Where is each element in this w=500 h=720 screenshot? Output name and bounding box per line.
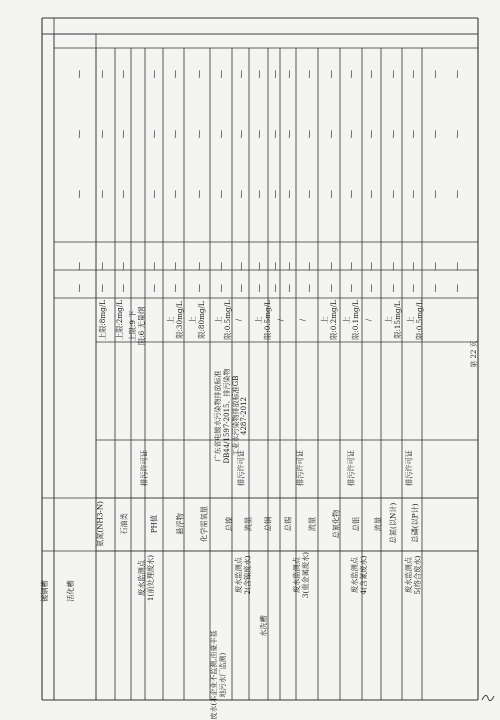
empty-cell-slash: / <box>172 283 179 295</box>
pollutant-ni: 总镍 <box>224 516 234 532</box>
empty-cell-slash: / <box>76 69 83 81</box>
limit-cu: 上限:0.5mg/L <box>254 300 272 340</box>
limit-ph: 上限:9 下限:6 无量纲 <box>128 306 146 346</box>
empty-cell-slash: / <box>348 283 355 295</box>
category-label: 废水(本企业不监测,由豪丰基地污水厂监测) <box>210 630 227 720</box>
pollutant-flow-1: 流量 <box>243 516 253 532</box>
pollutant-flow-3: 流量 <box>373 516 383 532</box>
empty-cell-slash: / <box>306 261 313 273</box>
empty-cell-slash: / <box>328 69 335 81</box>
empty-cell-slash: / <box>410 283 417 295</box>
pollutant-cu: 总铜 <box>263 516 273 532</box>
pollutant-ph: PH值 <box>149 514 159 534</box>
empty-cell-slash: / <box>390 69 397 81</box>
empty-cell-slash: / <box>410 261 417 273</box>
permit-label-5: 排污许可证 <box>404 450 414 486</box>
limit-nh3n: 上限:8mg/L <box>98 300 107 340</box>
empty-cell-slash: / <box>151 189 158 201</box>
empty-cell-slash: / <box>196 189 203 201</box>
empty-cell-slash: / <box>218 261 225 273</box>
empty-cell-slash: / <box>151 129 158 141</box>
empty-cell-slash: / <box>151 283 158 295</box>
pollutant-ss: 悬浮物 <box>175 513 185 535</box>
empty-cell-slash: / <box>76 261 83 273</box>
empty-cell-slash: / <box>390 261 397 273</box>
limit-flow-2: / <box>298 318 307 322</box>
empty-cell-slash: / <box>286 283 293 295</box>
standard-text: 广东省电镀水污染物排放标准DB44/1597-2015、排污染物工业水污染物排放标准GB 4287-2012 <box>214 368 249 464</box>
empty-cell-slash: / <box>286 189 293 201</box>
empty-cell-slash: / <box>196 283 203 295</box>
pollutant-sn: 总锡 <box>283 516 293 532</box>
empty-cell-slash: / <box>368 69 375 81</box>
empty-cell-slash: / <box>272 283 279 295</box>
empty-cell-slash: / <box>348 189 355 201</box>
empty-cell-slash: / <box>368 189 375 201</box>
empty-cell-slash: / <box>306 69 313 81</box>
empty-cell-slash: / <box>286 69 293 81</box>
empty-cell-slash: / <box>454 129 461 141</box>
empty-cell-slash: / <box>99 189 106 201</box>
pollutant-ag: 总银 <box>351 516 361 532</box>
pollutant-tn: 总氮(以N计) <box>388 502 398 544</box>
empty-cell-slash: / <box>432 261 439 273</box>
empty-cell-slash: / <box>172 69 179 81</box>
empty-cell-slash: / <box>76 189 83 201</box>
empty-cell-slash: / <box>390 189 397 201</box>
permit-label-3: 排污许可证 <box>295 450 305 486</box>
empty-cell-slash: / <box>172 261 179 273</box>
empty-cell-slash: / <box>328 189 335 201</box>
empty-cell-slash: / <box>120 261 127 273</box>
limit-sn: / <box>276 318 285 322</box>
empty-cell-slash: / <box>238 189 245 201</box>
empty-cell-slash: / <box>368 129 375 141</box>
empty-cell-slash: / <box>99 69 106 81</box>
limit-tp: 上限:0.5mg/L <box>406 300 424 340</box>
pollutant-nh3n: 氨氮(NH3-N) <box>95 501 105 547</box>
limit-tn: 上限:15mg/L <box>384 301 402 339</box>
limit-ag: 上限:0.1mg/L <box>342 300 360 340</box>
empty-cell-slash: / <box>368 261 375 273</box>
empty-cell-slash: / <box>272 69 279 81</box>
empty-cell-slash: / <box>99 129 106 141</box>
monitoring-point-2: 废水监测点2(含镍废水) <box>234 555 252 595</box>
empty-cell-slash: / <box>348 69 355 81</box>
empty-cell-slash: / <box>454 283 461 295</box>
monitoring-point-1: 废水监测点1(前处理废水) <box>137 554 155 602</box>
empty-cell-slash: / <box>272 129 279 141</box>
empty-cell-slash: / <box>256 129 263 141</box>
empty-cell-slash: / <box>238 69 245 81</box>
empty-cell-slash: / <box>432 69 439 81</box>
empty-cell-slash: / <box>390 129 397 141</box>
empty-cell-slash: / <box>432 189 439 201</box>
pollutant-tp: 总磷(以P计) <box>410 503 420 543</box>
empty-cell-slash: / <box>454 189 461 201</box>
empty-cell-slash: / <box>151 69 158 81</box>
empty-cell-slash: / <box>120 129 127 141</box>
pollutant-flow-2: 流量 <box>307 516 317 532</box>
activation-tank-label: 活化槽 <box>66 580 75 602</box>
empty-cell-slash: / <box>238 129 245 141</box>
empty-cell-slash: / <box>196 69 203 81</box>
empty-cell-slash: / <box>410 189 417 201</box>
monitoring-point-4: 废水监测点4(含氰废水) <box>350 555 368 595</box>
pollutant-oil: 石油类 <box>119 513 129 535</box>
empty-cell-slash: / <box>286 261 293 273</box>
empty-cell-slash: / <box>272 189 279 201</box>
empty-cell-slash: / <box>328 283 335 295</box>
empty-cell-slash: / <box>390 283 397 295</box>
empty-cell-slash: / <box>218 129 225 141</box>
empty-cell-slash: / <box>410 129 417 141</box>
permit-label-2: 排污许可证 <box>236 450 246 486</box>
empty-cell-slash: / <box>120 69 127 81</box>
empty-cell-slash: / <box>272 261 279 273</box>
empty-cell-slash: / <box>306 189 313 201</box>
corner-mark-icon <box>480 690 496 704</box>
empty-cell-slash: / <box>328 261 335 273</box>
empty-cell-slash: / <box>76 129 83 141</box>
empty-cell-slash: / <box>151 261 158 273</box>
empty-cell-slash: / <box>99 283 106 295</box>
empty-cell-slash: / <box>410 69 417 81</box>
empty-cell-slash: / <box>306 129 313 141</box>
empty-cell-slash: / <box>256 261 263 273</box>
empty-cell-slash: / <box>256 283 263 295</box>
empty-cell-slash: / <box>76 283 83 295</box>
permit-label-1: 排污许可证 <box>139 450 149 486</box>
empty-cell-slash: / <box>432 129 439 141</box>
plating-tank-label: 镀铜槽 <box>40 580 49 602</box>
empty-cell-slash: / <box>238 283 245 295</box>
limit-flow-3: / <box>364 318 373 322</box>
washing-tank-label: 水洗槽 <box>259 615 268 637</box>
pollutant-cod: 化学需氧量 <box>199 506 209 542</box>
pollutant-cn: 总氰化物 <box>331 509 341 539</box>
empty-cell-slash: / <box>120 189 127 201</box>
limit-cn: 上限:0.2mg/L <box>320 300 338 340</box>
empty-cell-slash: / <box>218 69 225 81</box>
empty-cell-slash: / <box>256 69 263 81</box>
monitoring-point-5: 废水监测点5(络合废水) <box>404 555 422 595</box>
empty-cell-slash: / <box>172 129 179 141</box>
empty-cell-slash: / <box>218 283 225 295</box>
empty-cell-slash: / <box>454 261 461 273</box>
limit-flow-1: / <box>234 318 243 322</box>
permit-label-4: 排污许可证 <box>346 450 356 486</box>
empty-cell-slash: / <box>256 189 263 201</box>
empty-cell-slash: / <box>196 129 203 141</box>
empty-cell-slash: / <box>238 261 245 273</box>
empty-cell-slash: / <box>348 261 355 273</box>
limit-oil: 上限:2mg/L <box>115 300 124 340</box>
page-number: 第 22 页 <box>470 340 478 368</box>
empty-cell-slash: / <box>172 189 179 201</box>
empty-cell-slash: / <box>286 129 293 141</box>
empty-cell-slash: / <box>328 129 335 141</box>
empty-cell-slash: / <box>432 283 439 295</box>
limit-ni: 上限:0.5mg/L <box>214 300 232 340</box>
limit-ss: 上限:30mg/L <box>166 301 184 339</box>
limit-cod: 上限:80mg/L <box>188 301 206 339</box>
empty-cell-slash: / <box>348 129 355 141</box>
monitoring-point-3: 废水监测点3(重金属废水) <box>292 551 310 599</box>
empty-cell-slash: / <box>196 261 203 273</box>
empty-cell-slash: / <box>368 283 375 295</box>
empty-cell-slash: / <box>306 283 313 295</box>
empty-cell-slash: / <box>218 189 225 201</box>
empty-cell-slash: / <box>454 69 461 81</box>
empty-cell-slash: / <box>120 283 127 295</box>
empty-cell-slash: / <box>99 261 106 273</box>
